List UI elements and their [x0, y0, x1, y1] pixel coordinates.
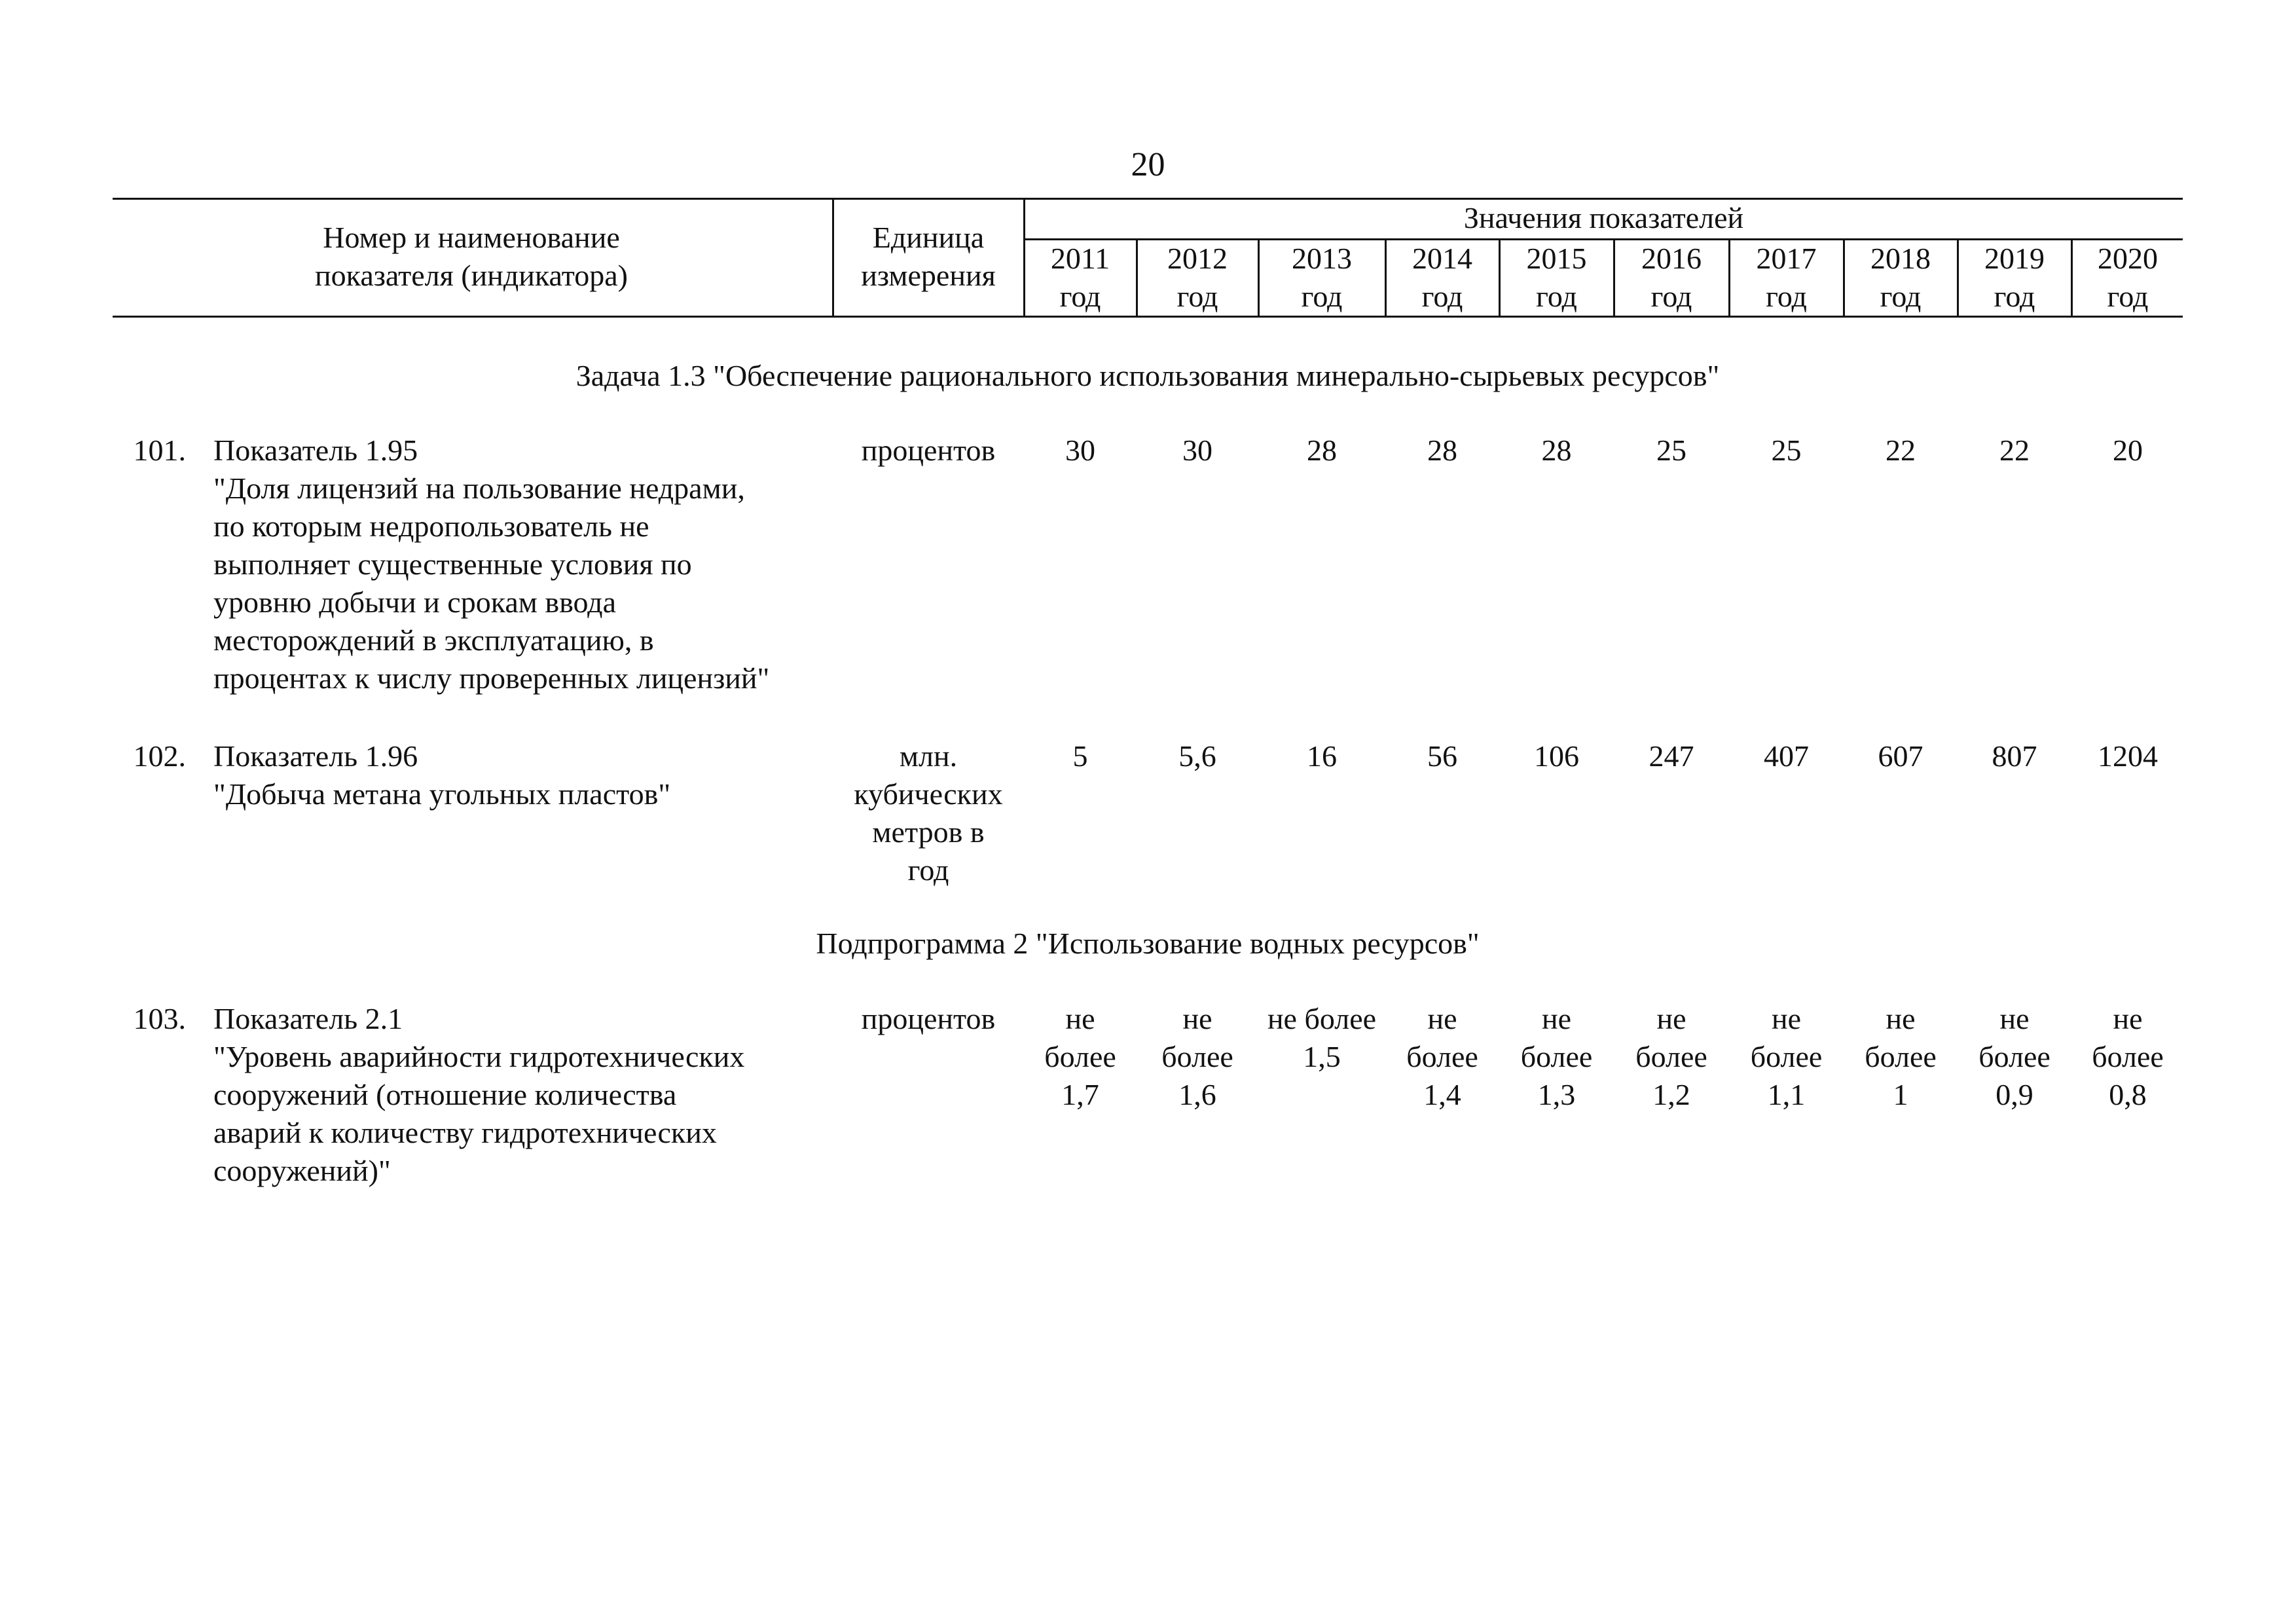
value-2018-line: 1	[1893, 1078, 1908, 1111]
value-2016: 247	[1649, 739, 1694, 773]
value-2019: 22	[1999, 434, 2030, 467]
indicator-name-line: Показатель 1.96	[213, 739, 418, 773]
value-2015: 106	[1534, 739, 1579, 773]
value-2014-line: 1,4	[1423, 1078, 1461, 1111]
value-2013: 28	[1307, 434, 1337, 467]
year-2013: 2013	[1292, 242, 1352, 275]
indicator-name-line: "Уровень аварийности гидротехнических	[213, 1040, 745, 1073]
value-2017-line: не	[1771, 1002, 1802, 1035]
indicator-name-line: "Доля лицензий на пользование недрами,	[213, 471, 745, 505]
value-2019-line: не	[1999, 1002, 2030, 1035]
value-2011: 30	[1065, 434, 1095, 467]
year-2016: 2016	[1641, 242, 1702, 275]
year-2012: 2012	[1167, 242, 1228, 275]
year-2019: 2019	[1984, 242, 2045, 275]
value-2018-line: не	[1886, 1002, 1916, 1035]
value-2020-line: более	[2092, 1040, 2164, 1073]
value-2012-line: более	[1161, 1040, 1233, 1073]
row-number: 103.	[133, 1002, 186, 1035]
value-2013: 16	[1307, 739, 1337, 773]
header-unit-line2: измерения	[861, 259, 996, 292]
row-number: 101.	[133, 434, 186, 467]
indicator-name-line: Показатель 1.95	[213, 434, 418, 467]
value-2012-line: 1,6	[1178, 1078, 1216, 1111]
value-2019-line: 0,9	[1995, 1078, 2033, 1111]
section-heading-subprogram-2: Подпрограмма 2 "Использование водных ресурсов"	[816, 927, 1480, 960]
value-2011-line: более	[1044, 1040, 1116, 1073]
header-unit-line1: Единица	[872, 221, 985, 254]
year-2015: 2015	[1526, 242, 1587, 275]
indicator-name-line: аварий к количеству гидротехнических	[213, 1116, 717, 1149]
indicator-name-line: "Добыча метана угольных пластов"	[213, 777, 671, 811]
year-2011: 2011	[1050, 242, 1110, 275]
indicator-name-line: сооружений)"	[213, 1154, 391, 1187]
header-values-title: Значения показателей	[1463, 201, 1744, 234]
value-2017-line: более	[1750, 1040, 1823, 1073]
unit-of-measure-line: млн.	[899, 739, 958, 773]
value-2017: 407	[1764, 739, 1809, 773]
value-2011: 5	[1072, 739, 1088, 773]
value-2013-line: 1,5	[1303, 1040, 1341, 1073]
indicator-name-line: процентах к числу проверенных лицензий"	[213, 661, 770, 695]
year-suffix: год	[1766, 280, 1807, 313]
value-2016-line: 1,2	[1652, 1078, 1690, 1111]
year-suffix: год	[1301, 280, 1343, 313]
value-2019-line: более	[1978, 1040, 2050, 1073]
year-2020: 2020	[2098, 242, 2158, 275]
value-2015-line: 1,3	[1537, 1078, 1576, 1111]
year-suffix: год	[1880, 280, 1922, 313]
year-suffix: год	[1650, 280, 1692, 313]
header-bottom-rule	[113, 316, 2183, 318]
value-2020: 20	[2113, 434, 2143, 467]
year-2014: 2014	[1412, 242, 1472, 275]
header-name-line2: показателя (индикатора)	[315, 259, 628, 292]
value-2017: 25	[1771, 434, 1802, 467]
value-2014: 28	[1427, 434, 1457, 467]
value-2020-line: 0,8	[2109, 1078, 2147, 1111]
row-number: 102.	[133, 739, 186, 773]
value-2016-line: более	[1635, 1040, 1707, 1073]
year-suffix: год	[1059, 280, 1101, 313]
value-2016: 25	[1656, 434, 1686, 467]
value-2018-line: более	[1865, 1040, 1937, 1073]
value-2019: 807	[1992, 739, 2037, 773]
value-2016-line: не	[1656, 1002, 1686, 1035]
page-number: 20	[1131, 146, 1165, 183]
year-suffix: год	[1994, 280, 2035, 313]
section-heading-task-1-3: Задача 1.3 "Обеспечение рационального использования минерально-сырьевых ресурсов"	[575, 359, 1720, 392]
year-suffix: год	[1176, 280, 1218, 313]
value-2011-line: 1,7	[1061, 1078, 1099, 1111]
value-2012: 30	[1182, 434, 1212, 467]
value-2013-line: не более	[1267, 1002, 1377, 1035]
value-2015-line: более	[1520, 1040, 1593, 1073]
year-2018: 2018	[1870, 242, 1931, 275]
indicator-name-line: по которым недропользователь не	[213, 509, 649, 543]
unit-of-measure-line: год	[907, 853, 949, 887]
year-suffix: год	[1421, 280, 1463, 313]
unit-of-measure-line: метров в	[872, 815, 985, 849]
value-2014: 56	[1427, 739, 1457, 773]
value-2012-line: не	[1182, 1002, 1212, 1035]
value-2015-line: не	[1541, 1002, 1572, 1035]
value-2020: 1204	[2098, 739, 2158, 773]
year-2017: 2017	[1756, 242, 1817, 275]
unit-of-measure-line: кубических	[854, 777, 1003, 811]
indicator-name-line: уровню добычи и срокам ввода	[213, 585, 617, 619]
year-suffix: год	[2107, 280, 2149, 313]
indicator-name-line: выполняет существенные условия по	[213, 547, 692, 581]
value-2015: 28	[1541, 434, 1572, 467]
value-2017-line: 1,1	[1767, 1078, 1806, 1111]
header-name-line1: Номер и наименование	[323, 221, 620, 254]
value-2014-line: не	[1427, 1002, 1457, 1035]
unit-of-measure: процентов	[861, 1002, 996, 1035]
indicator-name-line: Показатель 2.1	[213, 1002, 403, 1035]
unit-of-measure: процентов	[861, 434, 996, 467]
value-2011-line: не	[1065, 1002, 1095, 1035]
value-2018: 607	[1878, 739, 1923, 773]
value-2014-line: более	[1406, 1040, 1478, 1073]
year-suffix: год	[1536, 280, 1577, 313]
indicator-name-line: месторождений в эксплуатацию, в	[213, 623, 654, 657]
value-2020-line: не	[2113, 1002, 2143, 1035]
indicator-name-line: сооружений (отношение количества	[213, 1078, 677, 1111]
value-2018: 22	[1886, 434, 1916, 467]
value-2012: 5,6	[1178, 739, 1216, 773]
